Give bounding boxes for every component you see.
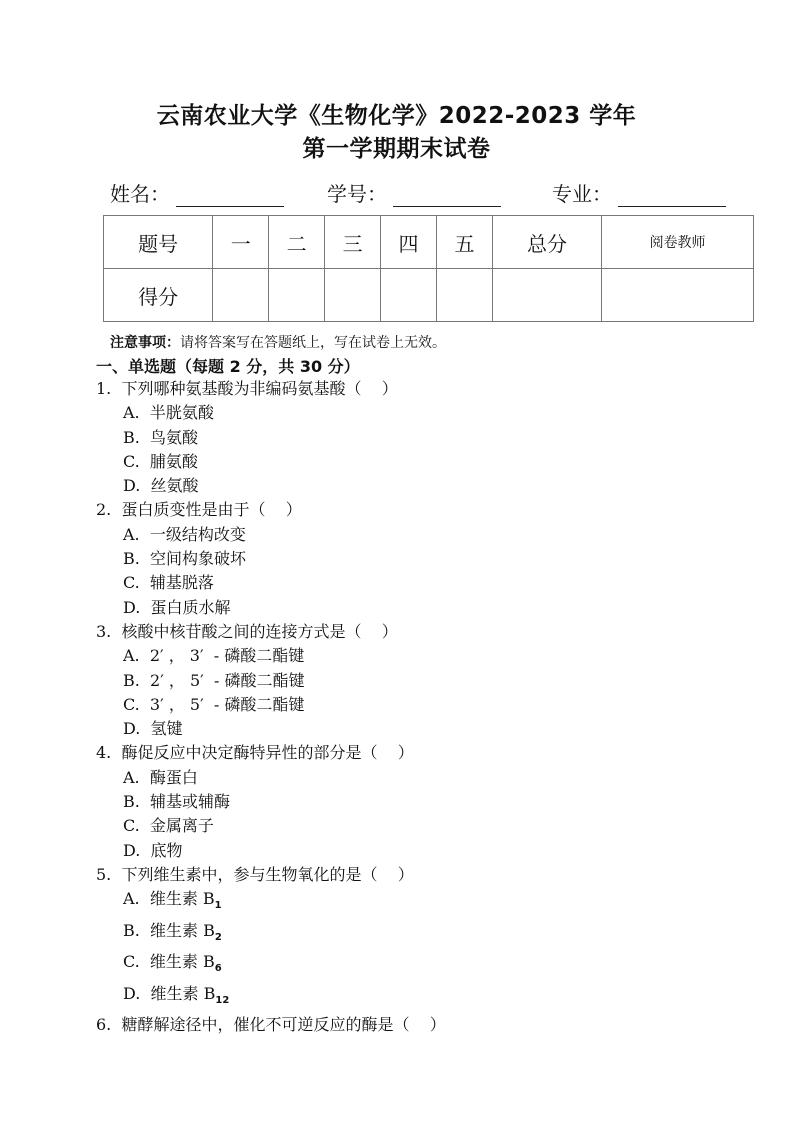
question: 5. 下列维生素中，参与生物氧化的是（ ）	[96, 864, 414, 884]
cell-question-number: 题号	[104, 216, 213, 269]
question: 3. 核酸中核苷酸之间的连接方式是（ ）	[96, 621, 398, 641]
option: D. 蛋白质水解	[123, 597, 231, 617]
option: C. 维生素 $B_6$	[123, 952, 222, 975]
option: D. 氢键	[123, 719, 183, 739]
option: A. 维生素 $B_1$	[123, 889, 222, 912]
option: B. 2′ ， 5′ - 磷酸二酯键	[123, 670, 305, 690]
exam-title-line2: 第一学期期末试卷	[302, 136, 491, 162]
score-cell[interactable]	[602, 269, 754, 322]
option: B. 空间构象破坏	[123, 549, 247, 569]
option: A. 一级结构改变	[123, 524, 246, 544]
cell-score-label: 得分	[104, 269, 213, 322]
score-cell[interactable]	[213, 269, 269, 322]
option: D. 维生素 $B_{12}$	[123, 983, 230, 1006]
score-table-header-row	[104, 216, 754, 269]
score-table	[103, 215, 754, 322]
cell-total: 总分	[492, 216, 601, 269]
question: 1. 下列哪种氨基酸为非编码氨基酸（ ）	[96, 379, 398, 398]
cell-grader: 阅卷教师	[602, 216, 754, 269]
option: A. 半胱氨酸	[123, 403, 214, 423]
option: B. 鸟氨酸	[123, 427, 199, 447]
cell-section-2: 二	[269, 216, 325, 269]
section-title: 一、单选题（每题 2 分，共 30 分）	[96, 357, 360, 376]
major-field[interactable]: 专业：	[552, 178, 726, 207]
option: D. 底物	[123, 840, 183, 860]
option: C. 金属离子	[123, 816, 214, 836]
exam-note: 注意事项：请将答案写在答题纸上，写在试卷上无效。	[110, 335, 446, 351]
question-list	[96, 377, 446, 1037]
cell-section-1: 一	[213, 216, 269, 269]
score-cell[interactable]	[381, 269, 437, 322]
option: B. 维生素 $B_2$	[123, 920, 222, 943]
major-blank[interactable]	[618, 184, 726, 207]
score-cell[interactable]	[436, 269, 492, 322]
option: C. 脯氨酸	[123, 451, 198, 471]
name-blank[interactable]	[176, 184, 284, 207]
student-info	[110, 178, 730, 208]
student-id-blank[interactable]	[393, 184, 501, 207]
question: 2. 蛋白质变性是由于（ ）	[96, 500, 302, 520]
cell-section-3: 三	[325, 216, 381, 269]
score-cell[interactable]	[492, 269, 601, 322]
option: A. 酶蛋白	[123, 767, 198, 787]
student-id-field[interactable]: 学号：	[327, 178, 501, 207]
exam-title-line1: 云南农业大学《生物化学》2022-2023 学年	[156, 103, 637, 129]
question: 4. 酶促反应中决定酶特异性的部分是（ ）	[96, 743, 414, 763]
name-field[interactable]: 姓名：	[110, 178, 284, 207]
option: A. 2′ ， 3′ - 磷酸二酯键	[123, 646, 305, 666]
score-table-score-row	[104, 269, 754, 322]
cell-section-4: 四	[381, 216, 437, 269]
option: D. 丝氨酸	[123, 476, 199, 496]
option: B. 辅基或辅酶	[123, 792, 231, 812]
question: 6. 糖酵解途径中，催化不可逆反应的酶是（ ）	[96, 1015, 446, 1035]
option: C. 3′ ， 5′ - 磷酸二酯键	[123, 694, 305, 714]
score-cell[interactable]	[269, 269, 325, 322]
score-cell[interactable]	[325, 269, 381, 322]
cell-section-5: 五	[436, 216, 492, 269]
option: C. 辅基脱落	[123, 573, 214, 593]
